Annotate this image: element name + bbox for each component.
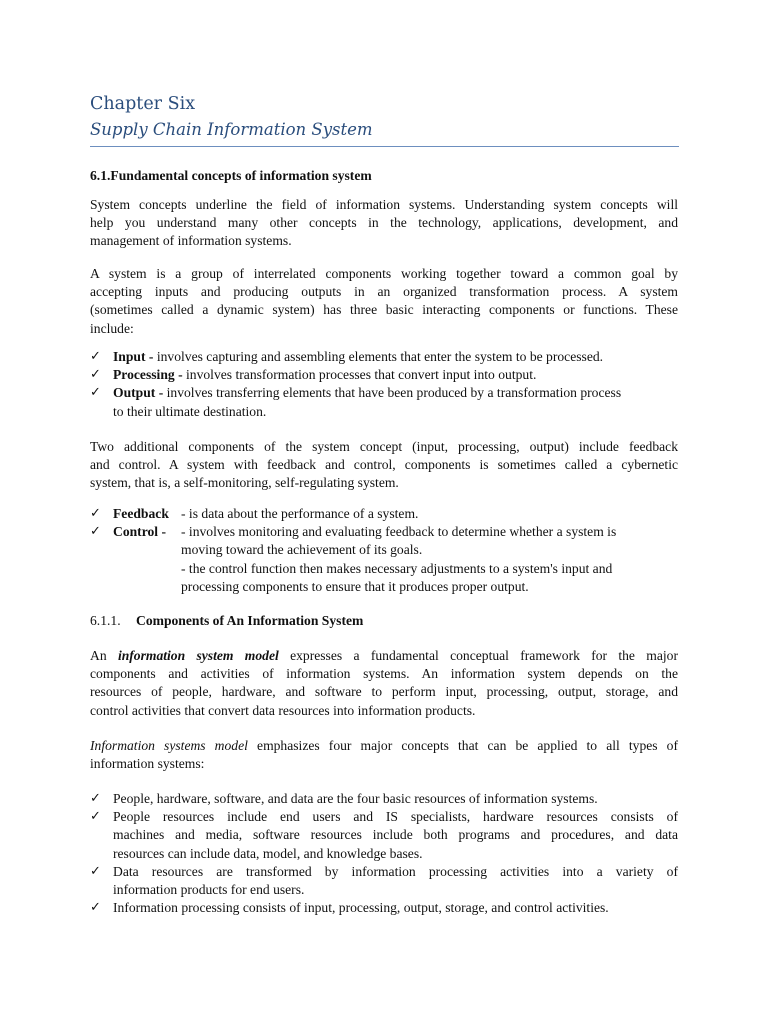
list-item [90,790,678,808]
section-heading-6-1-1 [90,612,363,630]
list-item-input [90,348,678,366]
paragraph-system-definition [90,265,678,338]
definition-text: to their ultimate destination. [113,403,267,419]
system-functions-list [90,348,678,421]
text-line: control activities that convert data resources into information products. [90,702,476,718]
list-item-control [90,523,690,596]
text-line: resources can include data, model, and knowledge bases. [113,845,423,861]
text-line: management of information systems. [90,233,292,249]
list-item [90,863,678,899]
title-divider [90,146,679,147]
text-line: include: [90,320,134,336]
term-output: Output - [113,385,164,401]
paragraph-system-concepts [90,196,678,251]
checkmark-icon: ✓ [90,349,101,364]
emphasis-term: Information systems model [90,738,248,753]
definition-text: - is data about the performance of a system. [181,506,419,521]
checkmark-icon: ✓ [90,863,101,879]
is-concepts-list [90,790,678,917]
emphasis-term: information system model [117,648,279,663]
text-line: An information system model expresses a fundamental conceptual framework for the major [90,648,678,663]
list-item [90,808,678,863]
checkmark-icon: ✓ [90,385,101,401]
text-line: A system is a group of interrelated components working together toward a common goal by [90,266,678,281]
text-line: resources of people, hardware, and software to perform input, processing, output, storage, and [90,684,678,700]
list-item-feedback [90,505,690,523]
text-line: People, hardware, software, and data are the four basic resources of information systems. [113,791,598,806]
list-item [90,899,678,917]
term-processing: Processing - [113,367,183,383]
paragraph-feedback-control [90,438,678,493]
list-item-output [90,384,678,420]
checkmark-icon: ✓ [90,791,101,806]
text-line: information products for end users. [113,882,305,898]
text-line: System concepts underline the field of information systems. Understanding system concepts will [90,197,678,212]
section-number: 6.1.1. [90,613,121,628]
text-line: Information systems model emphasizes four major concepts that can be applied to all types of [90,738,679,753]
definition-text: involves capturing and assembling elements that enter the system to be processed. [156,349,604,364]
checkmark-icon: ✓ [90,809,101,825]
text-line: People resources include end users and IS specialists, hardware resources consists of [113,809,678,825]
text-line: Data resources are transformed by information processing activities into a variety of [113,863,678,879]
term-control: Control - [113,524,166,540]
text-line: Information processing consists of input, processing, output, storage, and control activities. [113,900,609,916]
term-input: Input - [113,349,154,364]
text-line: accepting inputs and producing outputs in an organized transformation process. A system [90,284,678,300]
section-title: Components of An Information System [136,613,364,628]
definition-text: - involves monitoring and evaluating feedback to determine whether a system is [181,524,617,540]
checkmark-icon: ✓ [90,506,101,521]
definition-text: moving toward the achievement of its goals. [181,542,423,558]
text-line: and control. A system with feedback and control, components is sometimes called a cybernetic [90,457,678,473]
text-line: system, that is, a self-monitoring, self-regulating system. [90,475,399,491]
definition-text: involves transferring elements that have been produced by a transformation process [166,385,622,401]
chapter-label: Chapter Six [90,94,196,114]
chapter-title: Supply Chain Information System [90,120,373,139]
list-item-processing [90,366,678,384]
text-line: machines and media, software resources include both programs and procedures, and data [113,827,678,843]
text-line: (sometimes called a dynamic system) has three basic interacting components or functions. These [90,302,678,318]
checkmark-icon: ✓ [90,367,101,383]
paragraph-is-model [90,647,678,720]
checkmark-icon: ✓ [90,900,101,916]
definition-text: processing components to ensure that it produces proper output. [181,578,529,594]
section-heading-6-1: 6.1.Fundamental concepts of information system [90,168,372,183]
text-line: help you understand many other concepts in the technology, applications, development, and [90,215,678,231]
paragraph-is-model-concepts [90,737,678,773]
checkmark-icon: ✓ [90,524,101,540]
text-line: components and activities of information systems. An information system depends on the [90,666,678,682]
text-line: information systems: [90,756,205,772]
term-feedback: Feedback [113,506,169,521]
text-line: Two additional components of the system concept (input, processing, output) include feedback [90,439,678,454]
definition-text: - the control function then makes necessary adjustments to a system's input and [181,560,613,576]
feedback-control-list [90,505,690,596]
definition-text: involves transformation processes that convert input into output. [186,367,537,383]
